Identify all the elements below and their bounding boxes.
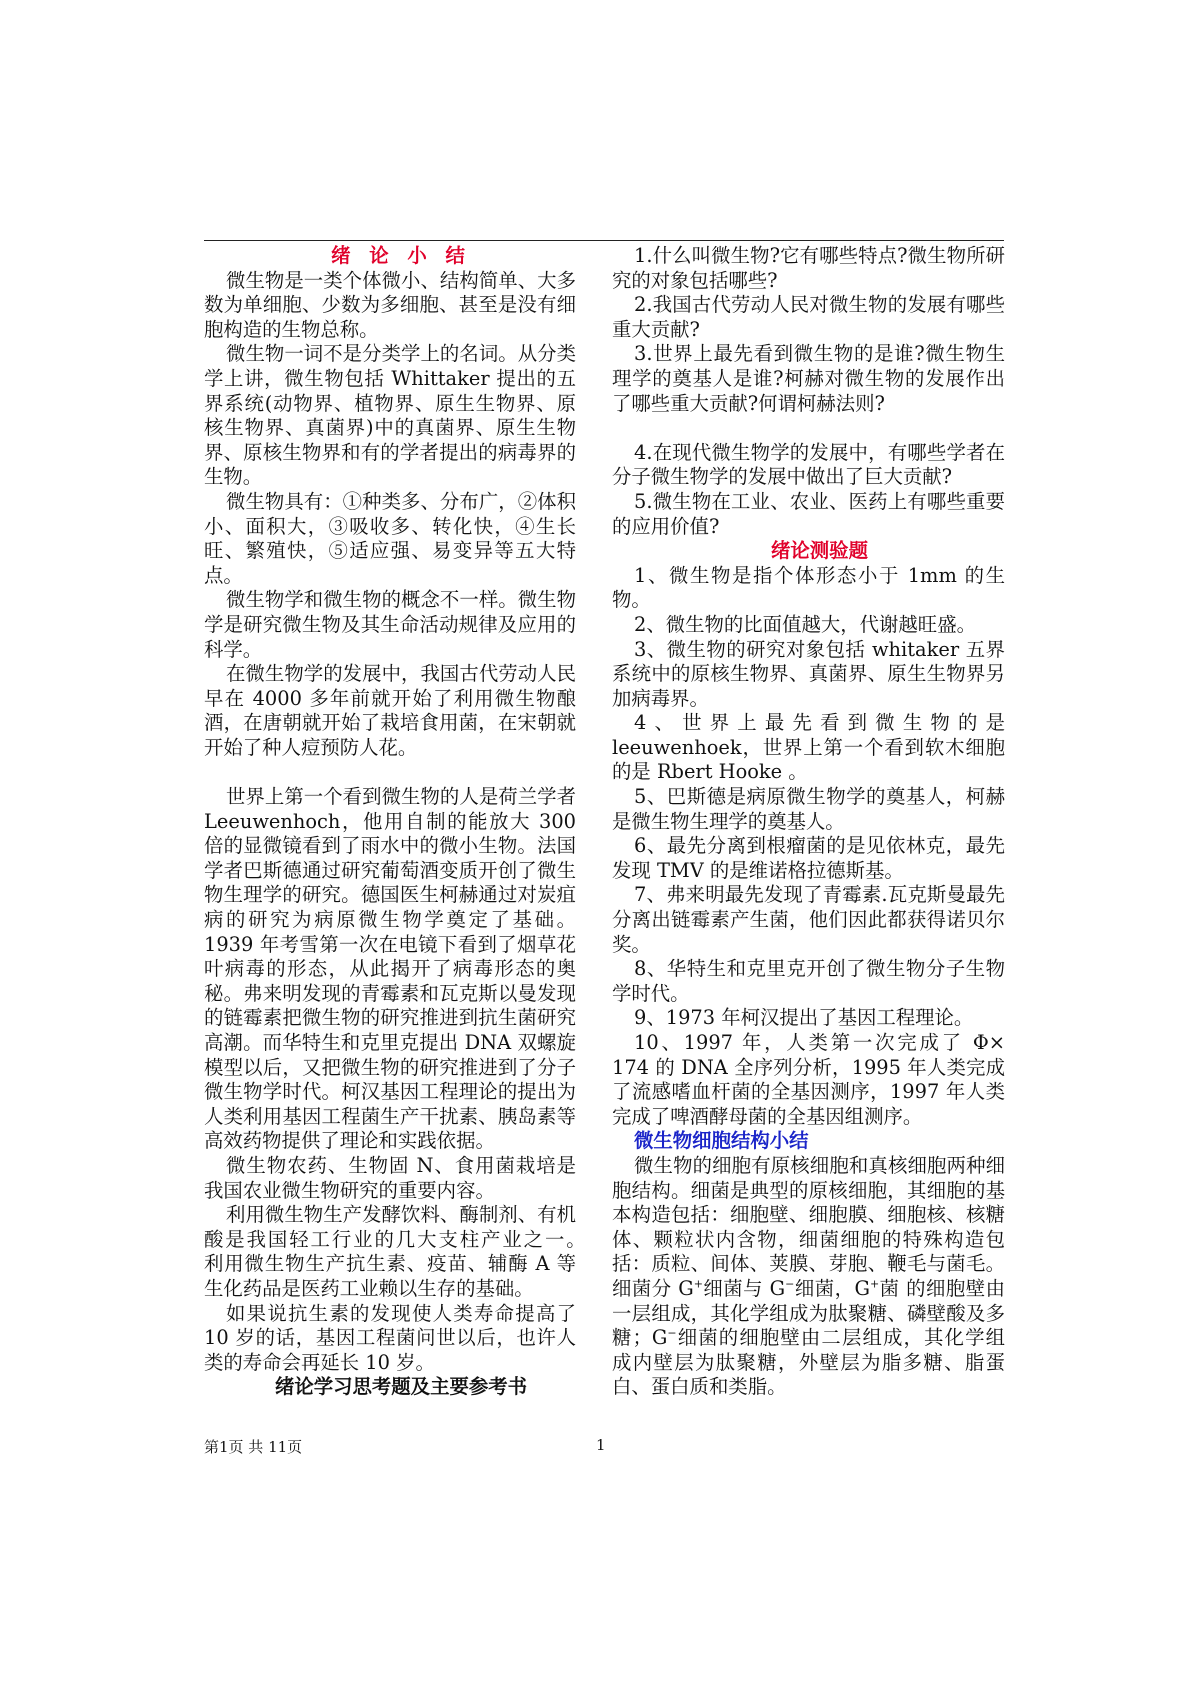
paragraph-features: 微生物具有：①种类多、分布广，②体积小、面积大，③吸收多、转化快，④生长旺、繁殖快，⑤适应强、易变异等五大特点。 <box>204 489 576 587</box>
cell-text-a: 微生物的细胞有原核细胞和真核细胞两种细胞结构。细菌是典型的原核细胞，其细胞的基本构造包括：细胞壁、细胞膜、细胞核、核糖体、颗粒状内含物，细菌细胞的特殊构造包括：质粒、间体、荚膜、芽胞、鞭毛与菌毛。细菌分 G <box>612 1153 1005 1300</box>
cell-text-b: 细菌与 G <box>702 1276 786 1300</box>
superscript-minus: − <box>667 1326 677 1340</box>
footer-page-info: 第1页 共 11页 <box>204 1438 303 1456</box>
quiz-item-10: 10、1997 年，人类第一次完成了 Φ× 174 的 DNA 全序列分析，1995 年人类完成了流感嗜血杆菌的全基因测序，1997 年人类完成了啤酒酵母菌的全基因组测序。 <box>612 1031 1005 1128</box>
footer-page-number: 1 <box>596 1436 606 1454</box>
paragraph-cell-structure <box>612 1154 1005 1400</box>
section-title-questions: 绪论学习思考题及主要参考书 <box>274 1375 528 1399</box>
quiz-item-3: 3、微生物的研究对象包括 whitaker 五界系统中的原核生物界、真菌界、原生生物界另加病毒界。 <box>612 637 1005 710</box>
superscript-minus: − <box>785 1277 795 1291</box>
section-title-summary: 绪 论 小 结 <box>331 244 471 267</box>
cell-text-e: 细菌的细胞壁由二层组成，其化学组成内壁层为肽聚糖，外壁层为脂多糖、脂蛋白、蛋白质和类脂。 <box>612 1326 1005 1399</box>
spacer <box>612 416 1005 441</box>
question-5: 5.微生物在工业、农业、医药上有哪些重要的应用价值? <box>612 489 1005 538</box>
question-4: 4.在现代微生物学的发展中，有哪些学者在分子微生物学的发展中做出了巨大贡献? <box>612 440 1005 489</box>
quiz-item-5: 5、巴斯德是病原微生物学的奠基人，柯赫是微生物生理学的奠基人。 <box>612 785 1005 833</box>
spacer <box>204 760 576 785</box>
cell-text-d: 菌 的细胞壁由一层组成，其化学组成为肽聚糖、磷壁酸及多糖；G <box>612 1276 1005 1350</box>
quiz-item-6: 6、最先分离到根瘤菌的是见依林克，最先发现 TMV 的是维诺格拉德斯基。 <box>612 834 1005 882</box>
section-title-quiz: 绪论测验题 <box>771 539 868 563</box>
question-2: 2.我国古代劳动人民对微生物的发展有哪些重大贡献? <box>612 293 1005 341</box>
quiz-item-8: 8、华特生和克里克开创了微生物分子生物学时代。 <box>612 957 1005 1005</box>
cell-text-c: 细菌，G <box>794 1276 870 1300</box>
paragraph-agriculture: 微生物农药、生物固 N、食用菌栽培是我国农业微生物研究的重要内容。 <box>204 1153 576 1202</box>
quiz-item-4: 4、世界上最先看到微生物的是 leeuwenhoek，世界上第一个看到软木细胞的是 Rbert Hooke 。 <box>612 711 1005 784</box>
paragraph-industry: 利用微生物生产发酵饮料、酶制剂、有机酸是我国轻工行业的几大支柱产业之一。 利用微生物生产抗生素、疫苗、辅酶 A 等生化药品是医药工业赖以生存的基础。 <box>204 1203 615 1300</box>
paragraph-microbiology: 微生物学和微生物的概念不一样。微生物学是研究微生物及其生命活动规律及应用的科学。 <box>204 588 576 661</box>
quiz-item-1: 1、微生物是指个体形态小于 1mm 的生物。 <box>612 563 1005 612</box>
superscript-plus: + <box>869 1277 880 1291</box>
paragraph-lifespan: 如果说抗生素的发现使人类寿命提高了 10 岁的话，基因工程菌问世以后，也许人类的寿命会再延长 10 岁。 <box>204 1301 576 1374</box>
quiz-item-7: 7、弗来明最先发现了青霉素.瓦克斯曼最先分离出链霉素产生菌，他们因此都获得诺贝尔奖。 <box>612 883 1005 956</box>
paragraph-history: 世界上第一个看到微生物的人是荷兰学者 Leeuwenhoch，他用自制的能放大 300 倍的显微镜看到了雨水中的微小生物。法国学者巴斯德通过研究葡萄酒变质开创了微生物生理学的研究。德国医生柯赫通过对炭疽病的研究为病原微生物学奠定了基础。1939 年考雪第一次在电镜下看到了烟草花叶病毒的形态，从此揭开了病毒形态的奥秘。弗来明发现的青霉素和瓦克斯以曼发现的链霉素把微生物的研究推进到抗生菌研究高潮。而华特生和克里克提出 DNA 双螺旋模型以后，又把微生物的研究推进到了分子微生物学时代。柯汉基因工程理论的提出为人类利用基因工程菌生产干扰素、胰岛素等高效药物提供了理论和实践依据。 <box>204 785 576 1153</box>
paragraph-ancient-china: 在微生物学的发展中，我国古代劳动人民早在 4000 多年前就开始了利用微生物酿酒，在唐朝就开始了栽培食用菌，在宋朝就开始了种人痘预防人花。 <box>204 662 576 759</box>
superscript-plus: + <box>693 1277 703 1291</box>
question-3: 3.世界上最先看到微生物的是谁?微生物生理学的奠基人是谁?柯赫对微生物的发展作出了哪些重大贡献?何谓柯赫法则? <box>612 342 1005 415</box>
paragraph-definition: 微生物是一类个体微小、结构简单、大多数为单细胞、少数为多细胞、甚至是没有细胞构造的生物总称。 <box>204 268 576 341</box>
quiz-item-9: 9、1973 年柯汉提出了基因工程理论。 <box>634 1006 974 1030</box>
quiz-item-2: 2、微生物的比面值越大，代谢越旺盛。 <box>634 612 976 636</box>
left-column <box>204 244 615 1400</box>
section-title-cell-structure: 微生物细胞结构小结 <box>634 1129 809 1153</box>
right-column <box>612 244 1005 1400</box>
question-1: 1.什么叫微生物?它有哪些特点?微生物所研究的对象包括哪些? <box>612 244 1005 292</box>
top-rule <box>204 240 1004 241</box>
paragraph-classification: 微生物一词不是分类学上的名词。从分类学上讲，微生物包括 Whittaker 提出的五界系统(动物界、植物界、原生生物界、原核生物界、真菌界)中的真菌界、原生生物界、原核生物界和有的学者提出的病毒界的生物。 <box>204 342 576 489</box>
